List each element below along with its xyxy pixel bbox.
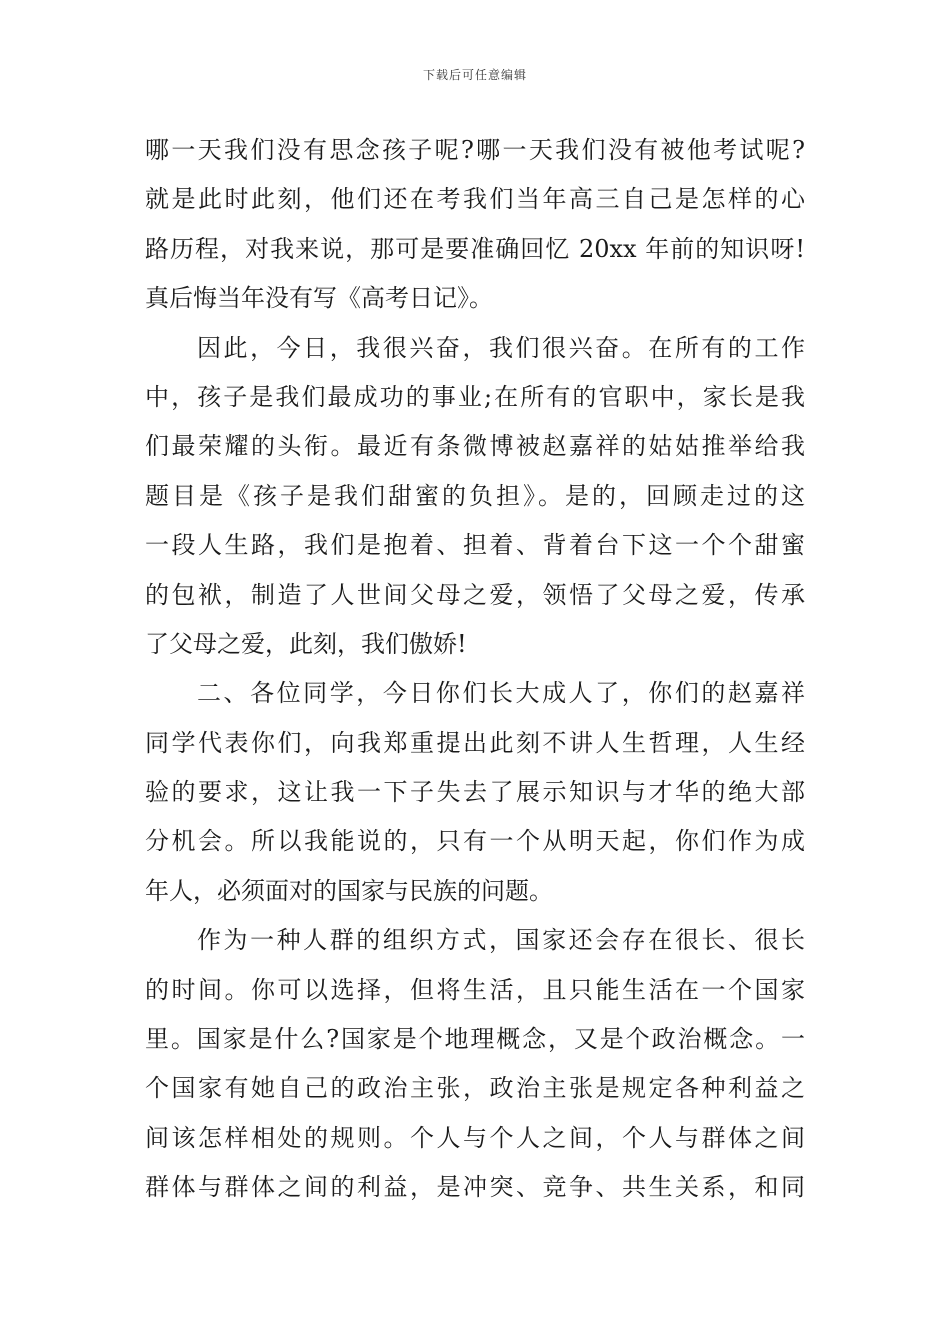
text-line: 作为一种人群的组织方式，国家还会存在很长、很长 [197, 926, 805, 955]
paragraph-3 [145, 669, 805, 916]
page-header: 下载后可任意编辑 [422, 68, 527, 82]
text-line: 的包袱，制造了人世间父母之爱，领悟了父母之爱，传承 [145, 580, 805, 609]
paragraph-1 [145, 126, 805, 324]
text-line: 个国家有她自己的政治主张，政治主张是规定各种利益之 [145, 1074, 805, 1103]
text-line: 哪一天我们没有思念孩子呢?哪一天我们没有被他考试呢? [145, 136, 805, 164]
text-line: 群体与群体之间的利益，是冲突、竞争、共生关系，和同 [145, 1173, 805, 1202]
document-body [145, 126, 805, 1213]
paragraph-4 [145, 916, 805, 1212]
text-line: 的时间。你可以选择，但将生活，且只能生活在一个国家 [145, 975, 805, 1004]
text-line: 中，孩子是我们最成功的事业;在所有的官职中，家长是我 [145, 382, 805, 411]
text-line: 真后悔当年没有写《高考日记》。 [145, 284, 493, 313]
paragraph-2 [145, 324, 805, 670]
text-line: 一段人生路，我们是抱着、担着、背着台下这一个个甜蜜 [145, 531, 805, 560]
text-line: 了父母之爱，此刻，我们傲娇! [145, 629, 467, 658]
text-line: 同学代表你们，向我郑重提出此刻不讲人生哲理，人生经 [145, 728, 805, 757]
text-line: 里。国家是什么?国家是个地理概念，又是个政治概念。一 [145, 1025, 805, 1054]
text-line: 验的要求，这让我一下子失去了展示知识与才华的绝大部 [145, 778, 805, 807]
text-line: 们最荣耀的头衔。最近有条微博被赵嘉祥的姑姑推举给我 [145, 432, 805, 461]
text-line: 路历程，对我来说，那可是要准确回忆 20xx 年前的知识呀! [145, 234, 805, 263]
text-line: 题目是《孩子是我们甜蜜的负担》。是的，回顾走过的这 [145, 481, 805, 510]
text-line: 因此，今日，我很兴奋，我们很兴奋。在所有的工作 [197, 333, 805, 362]
text-line: 分机会。所以我能说的，只有一个从明天起，你们作为成 [145, 827, 805, 856]
text-line: 年人，必须面对的国家与民族的问题。 [145, 876, 553, 905]
text-line: 就是此时此刻，他们还在考我们当年高三自己是怎样的心 [145, 185, 805, 214]
text-line: 间该怎样相处的规则。个人与个人之间，个人与群体之间 [145, 1123, 805, 1152]
text-line: 二、各位同学，今日你们长大成人了，你们的赵嘉祥 [197, 679, 805, 708]
